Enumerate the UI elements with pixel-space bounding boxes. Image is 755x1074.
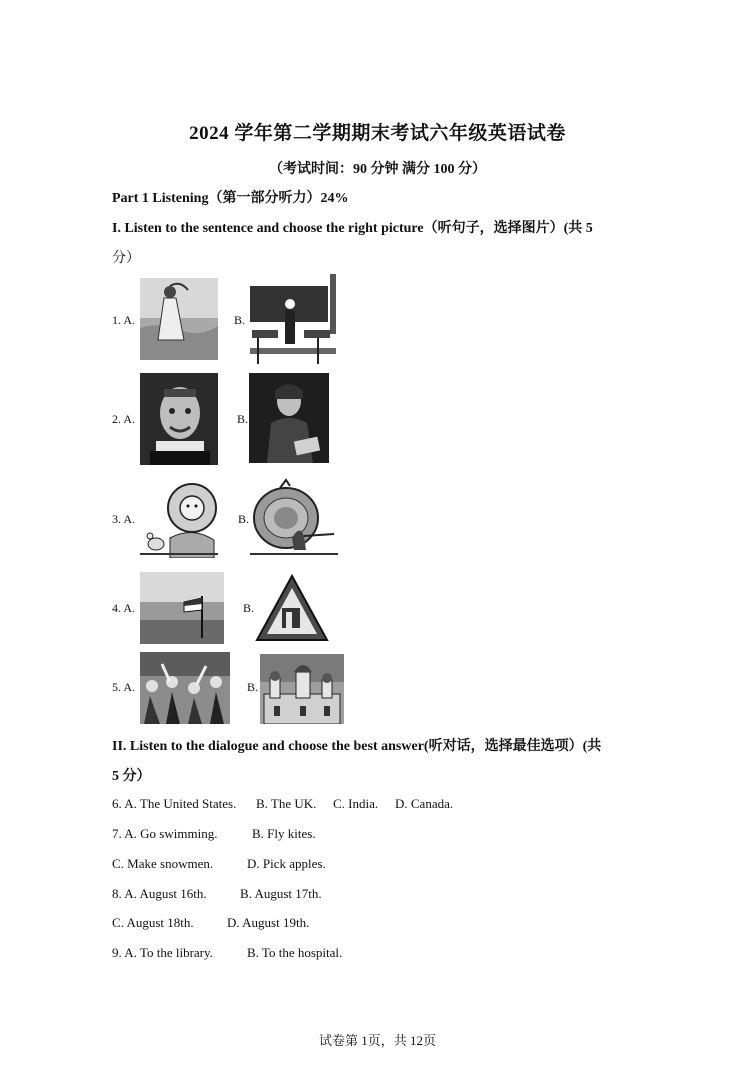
q4-option-b-label: B. [243,601,255,615]
classroom-teacher-picture[interactable] [248,272,338,366]
flag-by-sea-picture[interactable] [140,572,224,644]
exam-title: 2024 学年第二学期期末考试六年级英语试卷 [189,123,566,144]
q1-option-b-label: B. [234,313,246,327]
q7-option-b: B. Fly kites. [252,826,316,841]
woman-in-field-picture[interactable] [140,278,218,360]
q9-option-b: B. To the hospital. [247,945,343,960]
lion-and-mouse-picture[interactable] [140,478,218,558]
q3-option-b-label: B. [238,512,250,526]
page-footer: 试卷第 1页，共 12页 [318,1033,436,1048]
q7-option-d: D. Pick apples. [247,856,326,871]
q6-option-b: B. The UK. [256,796,317,811]
warning-road-sign-picture[interactable] [254,572,330,644]
q8-option-d: D. August 19th. [227,915,310,930]
section2-heading: II. Listen to the dialogue and choose the best answer(听对话，选择最佳选项）(共 [112,739,602,754]
q8-option-b: B. August 17th. [240,886,322,901]
q8-option-c: C. August 18th. [112,915,194,930]
q5-option-a-label: 5. A. [112,680,136,694]
q4-option-a-label: 4. A. [112,601,136,615]
q7-option-a: 7. A. Go swimming. [112,826,218,841]
woman-portrait-picture[interactable] [249,373,329,463]
exam-subtitle: （考试时间：90 分钟 满分 100 分） [269,162,486,177]
q2-option-b-label: B. [237,412,249,426]
part1-heading: Part 1 Listening（第一部分听力）24% [112,191,349,206]
q5-option-b-label: B. [247,680,259,694]
section1-heading: I. Listen to the sentence and choose the right picture（听句子，选择图片）(共 5 [112,221,593,236]
q7-option-c: C. Make snowmen. [112,856,214,871]
q6-option-c: C. India. [333,796,379,811]
q8-option-a: 8. A. August 16th. [112,886,207,901]
section1-heading-cont: 分） [112,251,140,266]
q6-option-d: D. Canada. [395,796,454,811]
q9-option-a: 9. A. To the library. [112,945,213,960]
q3-option-a-label: 3. A. [112,512,136,526]
peacock-picture[interactable] [250,478,338,558]
q6-option-a: 6. A. The United States. [112,796,237,811]
kremlin-picture[interactable] [260,654,344,724]
section2-heading-cont: 5 分） [112,769,151,784]
crowd-picture[interactable] [140,652,230,724]
q2-option-a-label: 2. A. [112,412,136,426]
q1-option-a-label: 1. A. [112,313,136,327]
shakespeare-portrait-picture[interactable] [140,373,218,465]
